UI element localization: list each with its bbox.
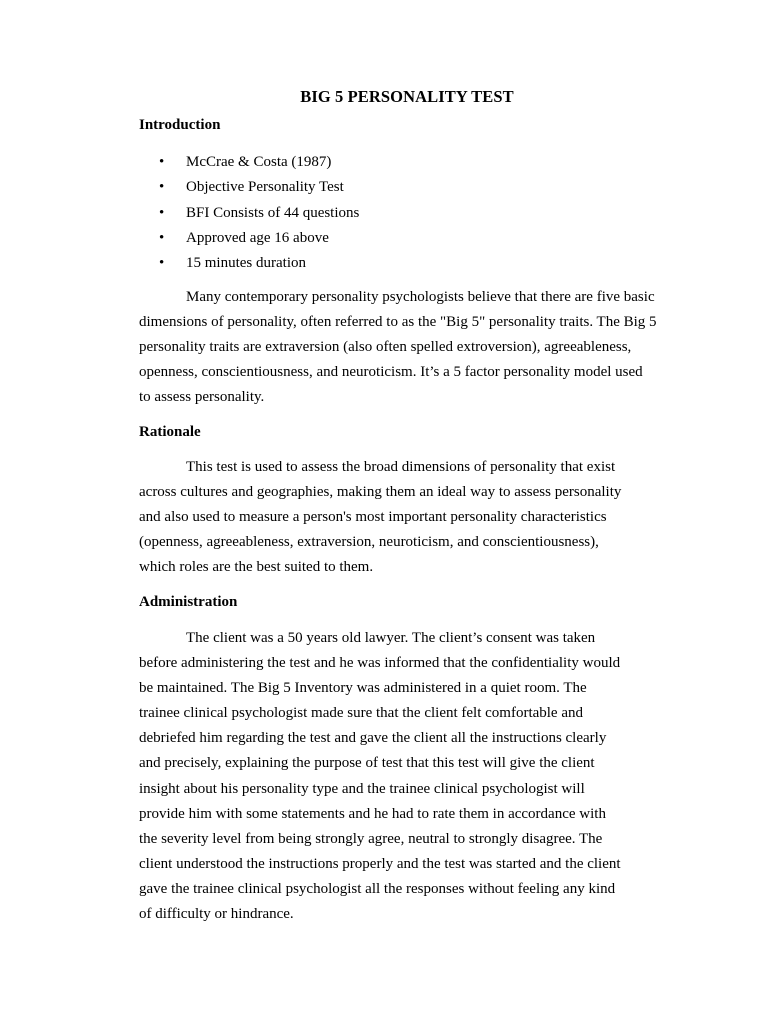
bullet-icon: • — [159, 154, 165, 170]
bullet-text: 15 minutes duration — [186, 255, 306, 272]
paragraph-line: openness, conscientiousness, and neuroticism. It’s a 5 factor personality model used — [139, 364, 643, 381]
paragraph-line: Many contemporary personality psychologists believe that there are five basic — [186, 289, 655, 305]
bullet-icon: • — [159, 204, 165, 221]
paragraph-line: provide him with some statements and he had to rate them in accordance with — [139, 805, 606, 822]
introduction-paragraph — [139, 285, 699, 410]
bullet-text: McCrae & Costa (1987) — [186, 154, 332, 170]
page-title: BIG 5 PERSONALITY TEST — [300, 87, 514, 106]
paragraph-line: be maintained. The Big 5 Inventory was administered in a quiet room. The — [139, 680, 587, 697]
paragraph-line: personality traits are extraversion (also often spelled extroversion), agreeableness, — [139, 339, 632, 356]
bullet-icon: • — [159, 179, 165, 196]
paragraph-line: and also used to measure a person's most important personality characteristics — [139, 509, 607, 526]
paragraph-line: before administering the test and he was informed that the confidentiality would — [139, 655, 621, 672]
paragraph-line: which roles are the best suited to them. — [139, 559, 374, 576]
paragraph-line: of difficulty or hindrance. — [139, 906, 294, 923]
paragraph-line: to assess personality. — [139, 389, 265, 406]
paragraph-line: debriefed him regarding the test and gave the client all the instructions clearly — [139, 730, 607, 747]
paragraph-line: client understood the instructions properly and the test was started and the client — [139, 855, 621, 872]
bullet-text: Approved age 16 above — [186, 229, 329, 246]
paragraph-line: insight about his personality type and the trainee clinical psychologist will — [139, 780, 585, 797]
administration-paragraph — [139, 626, 699, 927]
bullet-icon: • — [159, 255, 165, 272]
paragraph-line: the severity level from being strongly agree, neutral to strongly disagree. The — [139, 830, 603, 847]
administration-heading: Administration — [139, 594, 238, 610]
paragraph-line: This test is used to assess the broad dimensions of personality that exist — [186, 459, 616, 475]
paragraph-line: gave the trainee clinical psychologist all the responses without feeling any kind — [139, 880, 616, 897]
rationale-heading: Rationale — [139, 424, 201, 440]
paragraph-line: (openness, agreeableness, extraversion, neuroticism, and conscientiousness), — [139, 534, 599, 551]
bullet-text: Objective Personality Test — [186, 179, 344, 196]
paragraph-line: dimensions of personality, often referred to as the "Big 5" personality traits. The Big 5 — [139, 314, 657, 331]
introduction-heading: Introduction — [139, 117, 221, 133]
rationale-paragraph — [139, 455, 699, 580]
bullet-text: BFI Consists of 44 questions — [186, 204, 360, 221]
paragraph-line: across cultures and geographies, making them an ideal way to assess personality — [139, 484, 622, 501]
bullet-icon: • — [159, 229, 165, 246]
paragraph-line: trainee clinical psychologist made sure that the client felt comfortable and — [139, 705, 584, 722]
paragraph-line: and precisely, explaining the purpose of test that this test will give the client — [139, 755, 595, 772]
paragraph-line: The client was a 50 years old lawyer. The client’s consent was taken — [186, 630, 596, 646]
